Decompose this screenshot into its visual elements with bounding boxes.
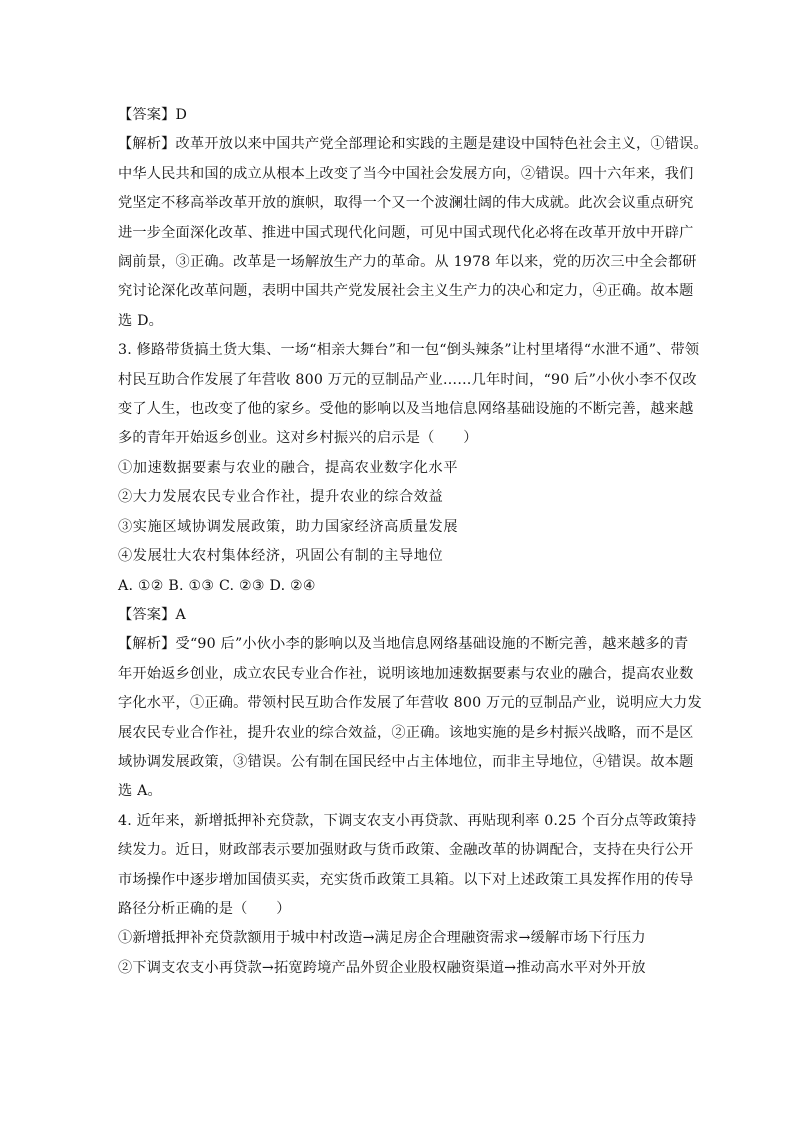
question-4-line-4: 路径分析正确的是（ ） [118,900,291,917]
document-body [118,101,708,983]
analysis-q2-line-7: 选 D。 [118,312,164,329]
question-3-choices: A. ①② B. ①③ C. ②③ D. ②④ [118,577,316,594]
analysis-q2-line-1: 【解析】改革开放以来中国共产党全部理论和实践的主题是建设中国特色社会主义，①错误。 [118,136,708,153]
analysis-q3-line-6: 选 A。 [118,783,162,800]
analysis-q3-line-4: 展农民专业合作社，提升农业的综合效益，②正确。该地实施的是乡村振兴战略，而不是区 [118,724,694,741]
answer-label-q3: 【答案】A [118,606,186,623]
analysis-q3-line-3: 字化水平，①正确。带领村民互助合作发展了年营收 800 万元的豆制品产业，说明应大力发 [118,695,702,712]
question-4-statement-2: ②下调支农支小再贷款→拓宽跨境产品外贸企业股权融资渠道→推动高水平对外开放 [118,959,646,976]
question-4-line-1: 4. 近年来，新增抵押补充贷款，下调支农支小再贷款、再贴现利率 0.25 个百分点等政策持 [118,812,697,829]
question-3-line-3: 变了人生，也改变了他的家乡。受他的影响以及当地信息网络基础设施的不断完善，越来越 [118,401,694,418]
question-3-statement-1: ①加速数据要素与农业的融合，提高农业数字化水平 [118,459,459,476]
analysis-q2-line-4: 进一步全面深化改革、推进中国式现代化问题，可见中国式现代化必将在改革开放中开辟广 [118,224,694,241]
analysis-q2-line-5: 阔前景，③正确。改革是一场解放生产力的革命。从 1978 年以来，党的历次三中全会都研 [118,254,697,271]
question-3-statement-2: ②大力发展农民专业合作社，提升农业的综合效益 [118,489,444,506]
question-4-statement-1: ①新增抵押补充贷款额用于城中村改造→满足房企合理融资需求→缓解市场下行压力 [118,930,646,947]
answer-label-q2: 【答案】D [118,107,188,123]
analysis-q2-line-2: 中华人民共和国的成立从根本上改变了当今中国社会发展方向，②错误。四十六年来，我们 [118,165,694,182]
analysis-q3-line-2: 年开始返乡创业，成立农民专业合作社，说明该地加速数据要素与农业的融合，提高农业数 [118,665,694,682]
analysis-q2-line-3: 党坚定不移高举改革开放的旗帜，取得一个又一个波澜壮阔的伟大成就。此次会议重点研究 [118,195,694,212]
question-4-line-2: 续发力。近日，财政部表示要加强财政与货币政策、金融改革的协调配合，支持在央行公开 [118,842,694,859]
analysis-q3-line-5: 域协调发展政策，③错误。公有制在国民经中占主体地位，而非主导地位，④错误。故本题 [118,753,694,770]
question-3-statement-4: ④发展壮大农村集体经济，巩固公有制的主导地位 [118,548,444,565]
analysis-q2-line-6: 究讨论深化改革问题，表明中国共产党发展社会主义生产力的决心和定力，④正确。故本题 [118,283,694,300]
question-4-line-3: 市场操作中逐步增加国债买卖，充实货币政策工具箱。以下对上述政策工具发挥作用的传导 [118,871,694,888]
analysis-q3-line-1: 【解析】受“90 后”小伙小李的影响以及当地信息网络基础设施的不断完善，越来越多的青 [118,636,689,653]
question-3-line-1: 3. 修路带货搞土货大集、一场“相亲大舞台”和一包“倒头辣条”让村里堵得“水泄不通”、带领 [118,342,700,359]
question-3-line-2: 村民互助合作发展了年营收 800 万元的豆制品产业……几年时间，“90 后”小伙小李不仅改 [118,371,697,388]
question-3-line-4: 多的青年开始返乡创业。这对乡村振兴的启示是（ ） [118,430,478,447]
question-3-statement-3: ③实施区域协调发展政策，助力国家经济高质量发展 [118,518,459,535]
